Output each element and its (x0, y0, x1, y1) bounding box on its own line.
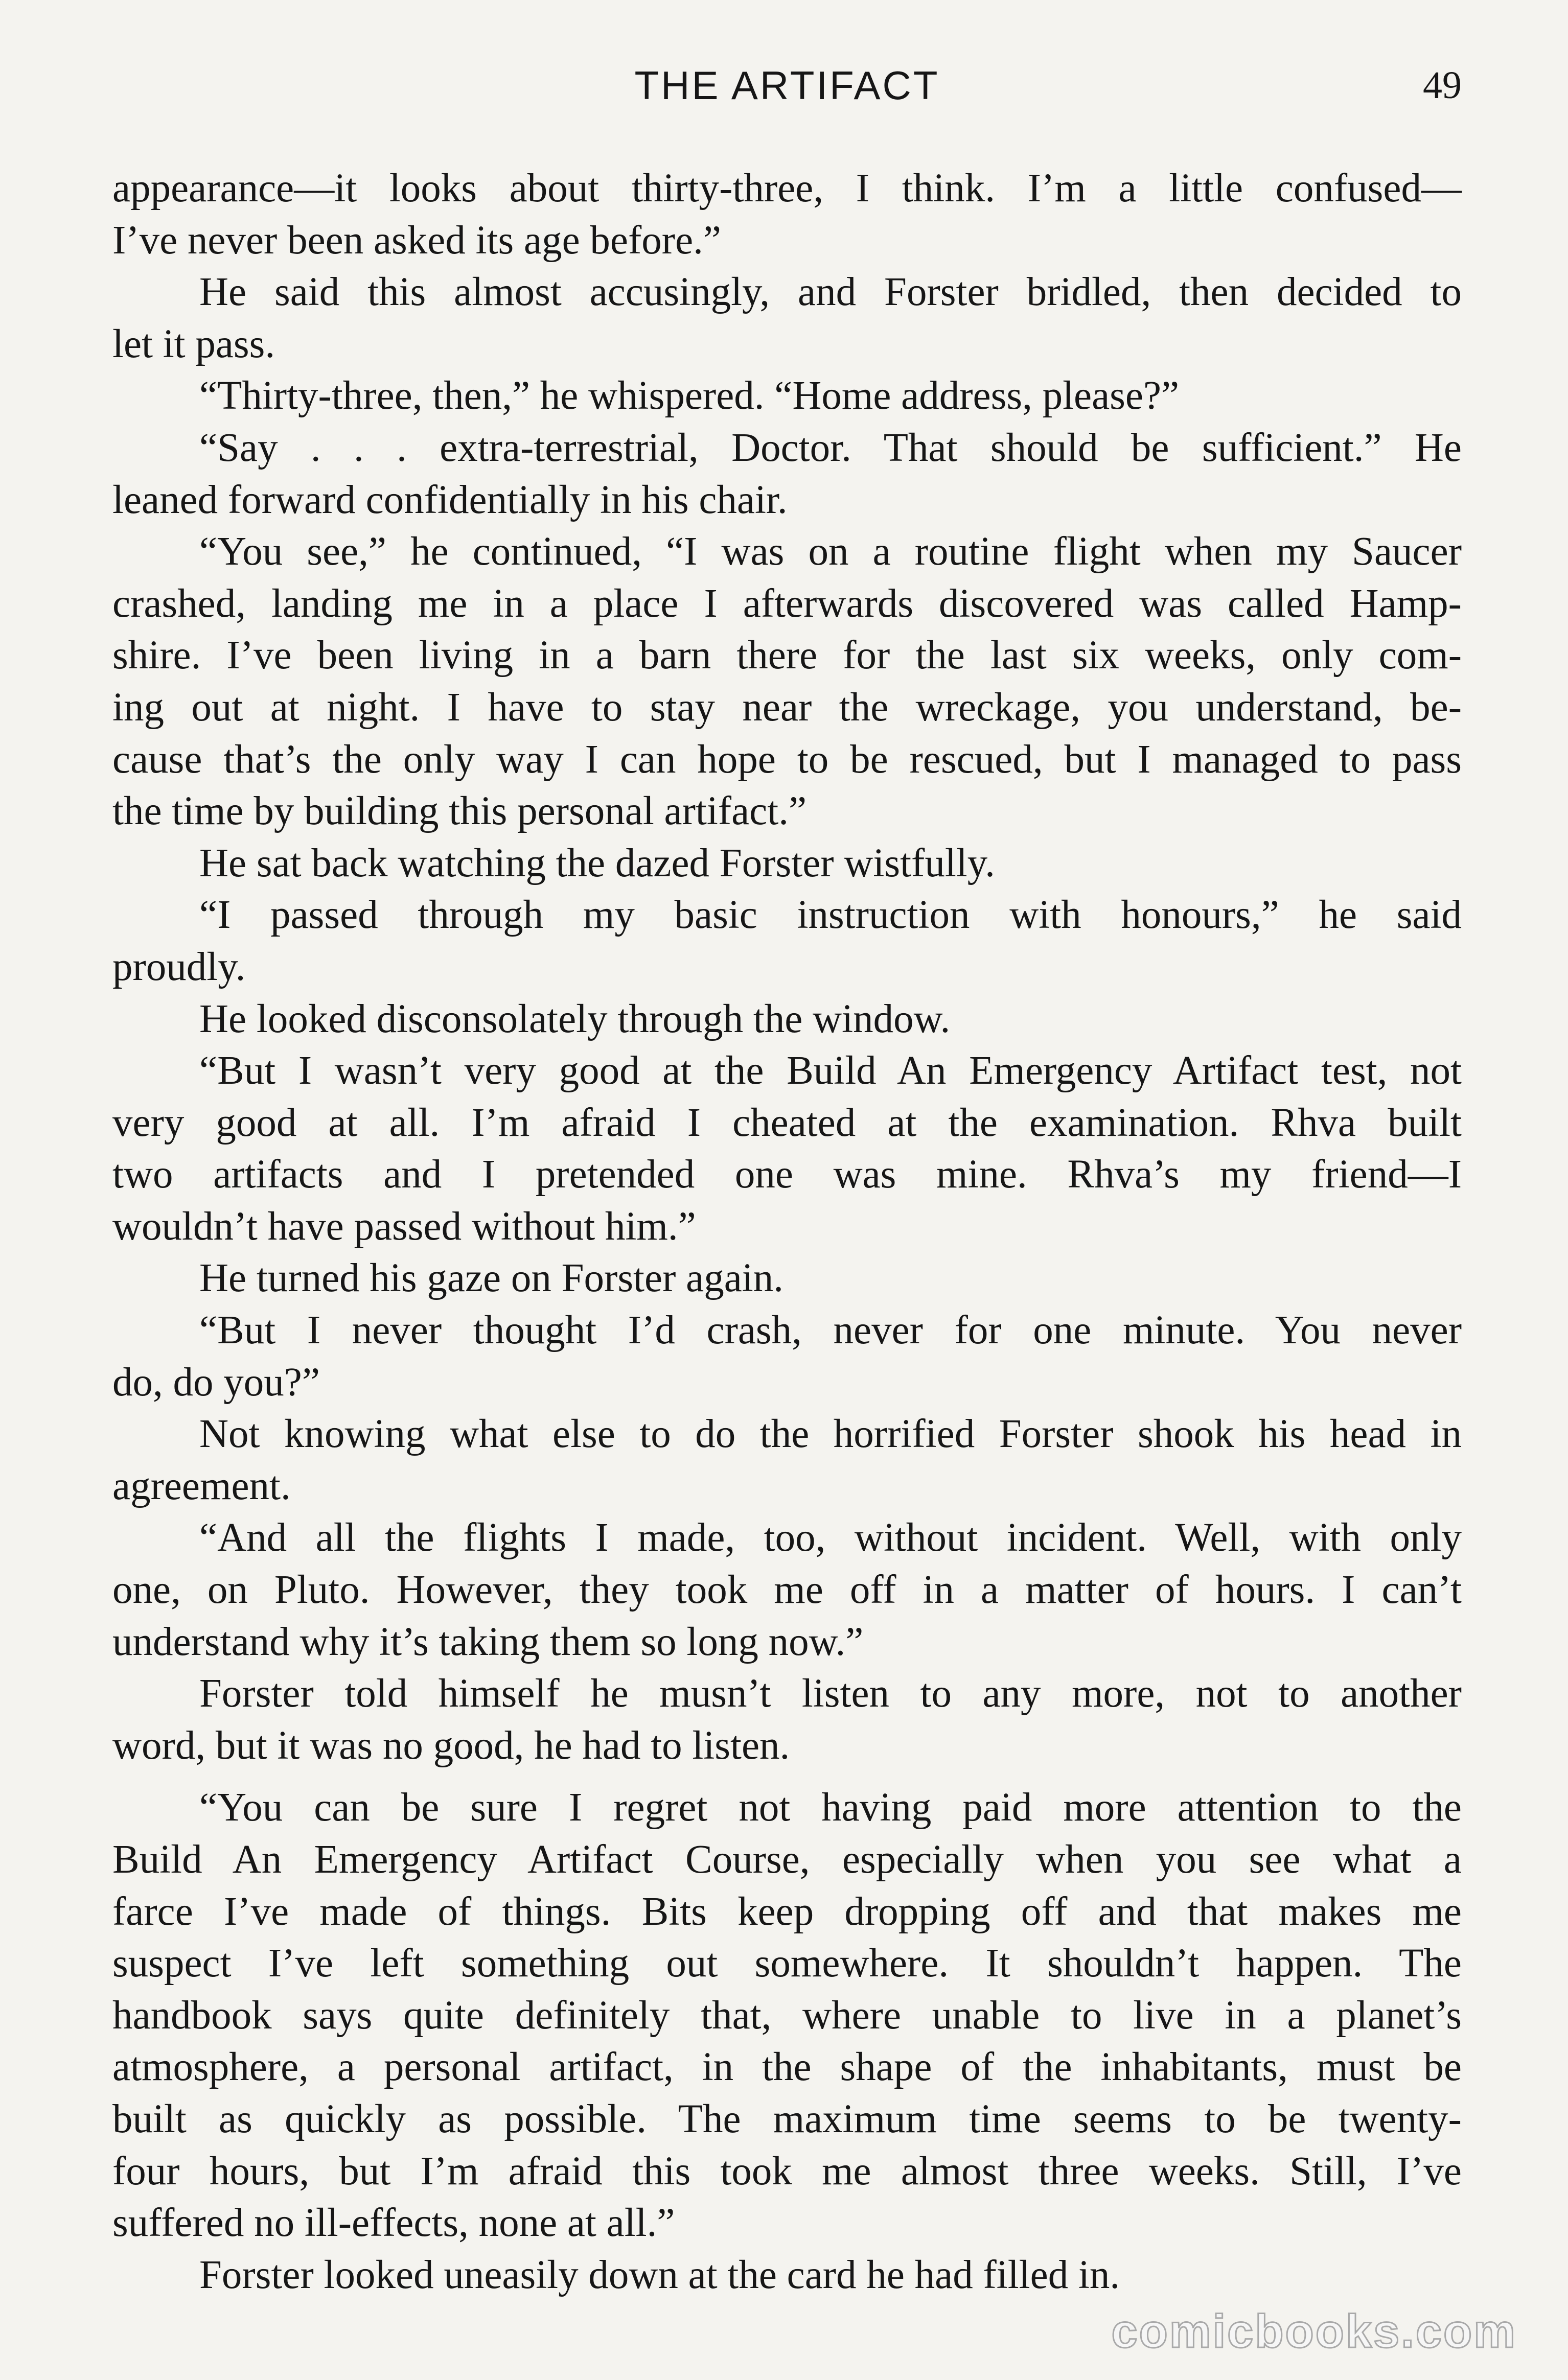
text-line: do, do you?” (112, 1360, 320, 1405)
text-line: crashed, landing me in a place I afterwards discovered was called Hamp- (112, 581, 1462, 626)
text-line: farce I’ve made of things. Bits keep dropping off and that makes me (112, 1889, 1462, 1934)
text-line: “But I never thought I’d crash, never for one minute. You never (199, 1308, 1462, 1353)
text-line: “I passed through my basic instruction with honours,” he said (199, 893, 1462, 938)
text-line: wouldn’t have passed without him.” (112, 1204, 696, 1249)
text-line: understand why it’s taking them so long now.” (112, 1619, 864, 1664)
text-line: “You see,” he continued, “I was on a routine flight when my Saucer (199, 529, 1462, 574)
text-line: “And all the flights I made, too, without incident. Well, with only (199, 1515, 1462, 1560)
text-line: shire. I’ve been living in a barn there for the last six weeks, only com- (112, 633, 1462, 678)
text-line: one, on Pluto. However, they took me off in a matter of hours. I can’t (112, 1568, 1462, 1613)
body-text (112, 162, 1462, 2301)
text-line: ing out at night. I have to stay near the wreckage, you understand, be- (112, 685, 1462, 730)
text-line: the time by building this personal artifact.” (112, 789, 807, 834)
text-line: cause that’s the only way I can hope to be rescued, but I managed to pass (112, 737, 1462, 782)
text-line: He sat back watching the dazed Forster wistfully. (199, 841, 995, 885)
text-line: “Thirty-three, then,” he whispered. “Home address, please?” (199, 374, 1180, 418)
text-line: word, but it was no good, he had to listen. (112, 1723, 790, 1768)
text-line: very good at all. I’m afraid I cheated at the examination. Rhva built (112, 1100, 1462, 1145)
page-number: 49 (1423, 64, 1462, 107)
text-line: appearance—it looks about thirty-three, I think. I’m a little confused— (112, 166, 1462, 211)
text-line: agreement. (112, 1463, 291, 1508)
text-line: two artifacts and I pretended one was mine. Rhva’s my friend—I (112, 1152, 1462, 1197)
text-line: proudly. (112, 944, 246, 989)
text-line: He turned his gaze on Forster again. (199, 1256, 783, 1301)
text-line: “Say . . . extra-terrestrial, Doctor. That should be sufficient.” He (199, 425, 1462, 470)
text-line: let it pass. (112, 321, 275, 366)
text-line: handbook says quite definitely that, where unable to live in a planet’s (112, 1993, 1462, 2038)
text-line: “You can be sure I regret not having paid more attention to the (199, 1785, 1462, 1830)
text-line: Forster told himself he musn’t listen to any more, not to another (199, 1671, 1462, 1716)
text-line: suffered no ill-effects, none at all.” (112, 2201, 675, 2246)
text-line: He looked disconsolately through the window. (199, 996, 951, 1041)
text-line: built as quickly as possible. The maximum time seems to be twenty- (112, 2096, 1462, 2141)
text-line: Build An Emergency Artifact Course, especially when you see what a (112, 1837, 1462, 1882)
text-line: I’ve never been asked its age before.” (112, 218, 721, 263)
running-title: THE ARTIFACT (634, 63, 940, 108)
text-line: Not knowing what else to do the horrified Forster shook his head in (199, 1412, 1462, 1457)
text-line: He said this almost accusingly, and Forster bridled, then decided to (199, 270, 1462, 315)
text-line: “But I wasn’t very good at the Build An Emergency Artifact test, not (199, 1048, 1462, 1093)
text-line: atmosphere, a personal artifact, in the shape of the inhabitants, must be (112, 2045, 1462, 2090)
text-line: leaned forward confidentially in his chair. (112, 477, 788, 522)
watermark: comicbooks.com (1111, 2305, 1517, 2358)
text-line: Forster looked uneasily down at the card he had filled in. (199, 2252, 1120, 2297)
text-line: four hours, but I’m afraid this took me almost three weeks. Still, I’ve (112, 2149, 1462, 2194)
text-line: suspect I’ve left something out somewhere. It shouldn’t happen. The (112, 1941, 1462, 1986)
page-header (112, 57, 1462, 113)
